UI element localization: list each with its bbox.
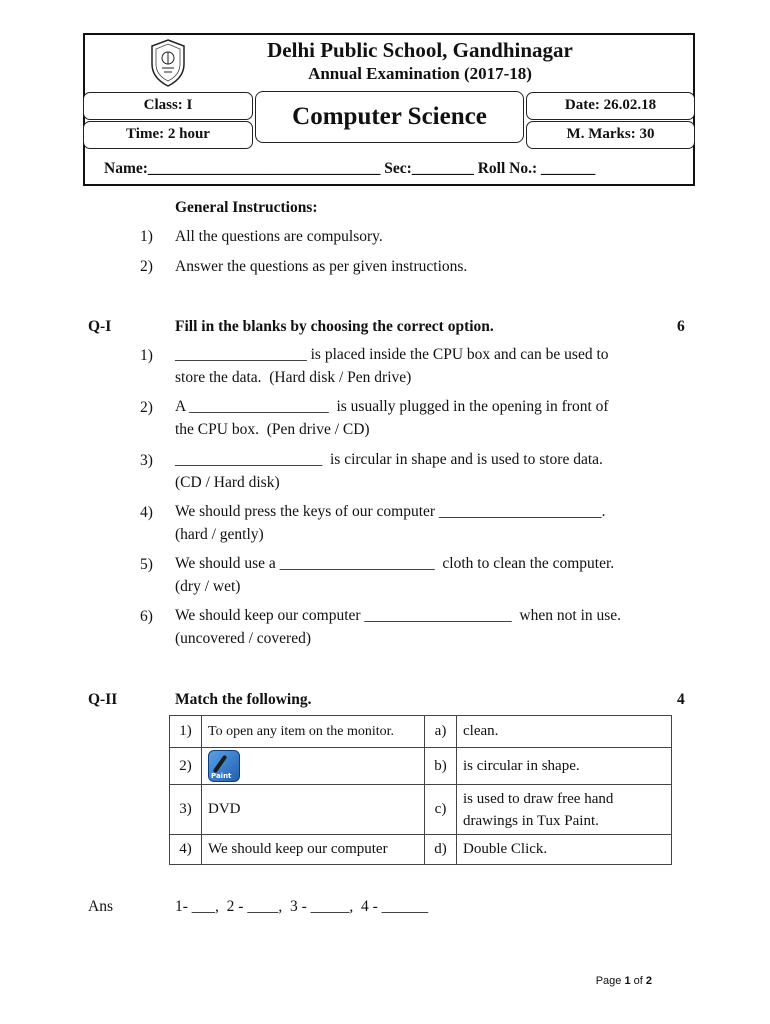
instruction-text: Answer the questions as per given instructions. <box>175 258 468 275</box>
table-row <box>170 835 672 865</box>
question-marks: 4 <box>677 691 685 708</box>
match-right: is used to draw free hand drawings in Tux Paint. <box>457 785 672 835</box>
question-title: Fill in the blanks by choosing the correct option. <box>175 318 494 335</box>
question-item-num: 2) <box>140 399 153 416</box>
match-left: We should keep our computer <box>202 835 425 865</box>
table-row <box>170 748 672 785</box>
instructions-title: General Instructions: <box>175 199 318 216</box>
match-letter: b) <box>425 748 457 785</box>
question-item-text: ___________________ is circular in shape and is used to store data. (CD / Hard disk) <box>175 451 603 491</box>
page-of: of <box>630 975 646 987</box>
table-row <box>170 716 672 748</box>
name-section-roll-line: Name:______________________________ Sec:________ Roll No.: _______ <box>104 160 596 177</box>
paint-icon-label: Paint <box>211 772 232 780</box>
instruction-num: 2) <box>140 258 153 275</box>
question-item-text: We should press the keys of our computer _____________________. (hard / gently) <box>175 503 606 543</box>
instruction-text: All the questions are compulsory. <box>175 228 383 245</box>
marks-label: M. Marks: 30 <box>526 121 695 149</box>
question-item-text: _________________ is placed inside the CPU box and can be used to store the data. (Hard disk / Pen drive) <box>175 346 609 386</box>
question-item-num: 4) <box>140 504 153 521</box>
question-item-text: We should keep our computer ___________________ when not in use. (uncovered / covered) <box>175 607 622 647</box>
match-letter: c) <box>425 785 457 835</box>
question-item-num: 3) <box>140 452 153 469</box>
match-letter: a) <box>425 716 457 748</box>
match-left <box>202 748 425 785</box>
match-right: clean. <box>457 716 672 748</box>
time-label: Time: 2 hour <box>83 121 253 149</box>
match-num: 3) <box>170 785 202 835</box>
question-title: Match the following. <box>175 691 312 708</box>
school-crest-icon <box>148 38 188 88</box>
match-num: 4) <box>170 835 202 865</box>
page-number <box>596 975 652 987</box>
question-item-num: 1) <box>140 347 153 364</box>
match-num: 2) <box>170 748 202 785</box>
question-item-text: We should use a ____________________ cloth to clean the computer. (dry / wet) <box>175 555 615 595</box>
question-item-text: A __________________ is usually plugged in the opening in front of the CPU box. (Pen drive / CD) <box>175 398 609 438</box>
question-marks: 6 <box>677 318 685 335</box>
question-item-num: 5) <box>140 556 153 573</box>
match-table <box>169 715 672 865</box>
question-item-num: 6) <box>140 608 153 625</box>
answer-line: 1- ___, 2 - ____, 3 - _____, 4 - ______ <box>175 898 429 915</box>
page-current: 1 <box>624 975 631 987</box>
answer-label: Ans <box>88 898 113 915</box>
match-num: 1) <box>170 716 202 748</box>
class-label: Class: I <box>83 92 253 120</box>
brush-icon <box>213 755 228 774</box>
instruction-num: 1) <box>140 228 153 245</box>
school-name: Delhi Public School, Gandhinagar <box>267 38 573 62</box>
table-row <box>170 785 672 835</box>
tux-paint-icon <box>208 750 240 782</box>
match-letter: d) <box>425 835 457 865</box>
subject-title: Computer Science <box>255 91 524 143</box>
match-left: DVD <box>202 785 425 835</box>
page-prefix: Page <box>595 975 625 987</box>
match-left: To open any item on the monitor. <box>202 716 425 748</box>
match-right: is circular in shape. <box>457 748 672 785</box>
exam-name: Annual Examination (2017-18) <box>308 64 532 83</box>
page-total: 2 <box>645 975 652 987</box>
match-right: Double Click. <box>457 835 672 865</box>
question-label: Q-I <box>88 318 112 335</box>
question-label: Q-II <box>88 691 118 708</box>
date-label: Date: 26.02.18 <box>526 92 695 120</box>
